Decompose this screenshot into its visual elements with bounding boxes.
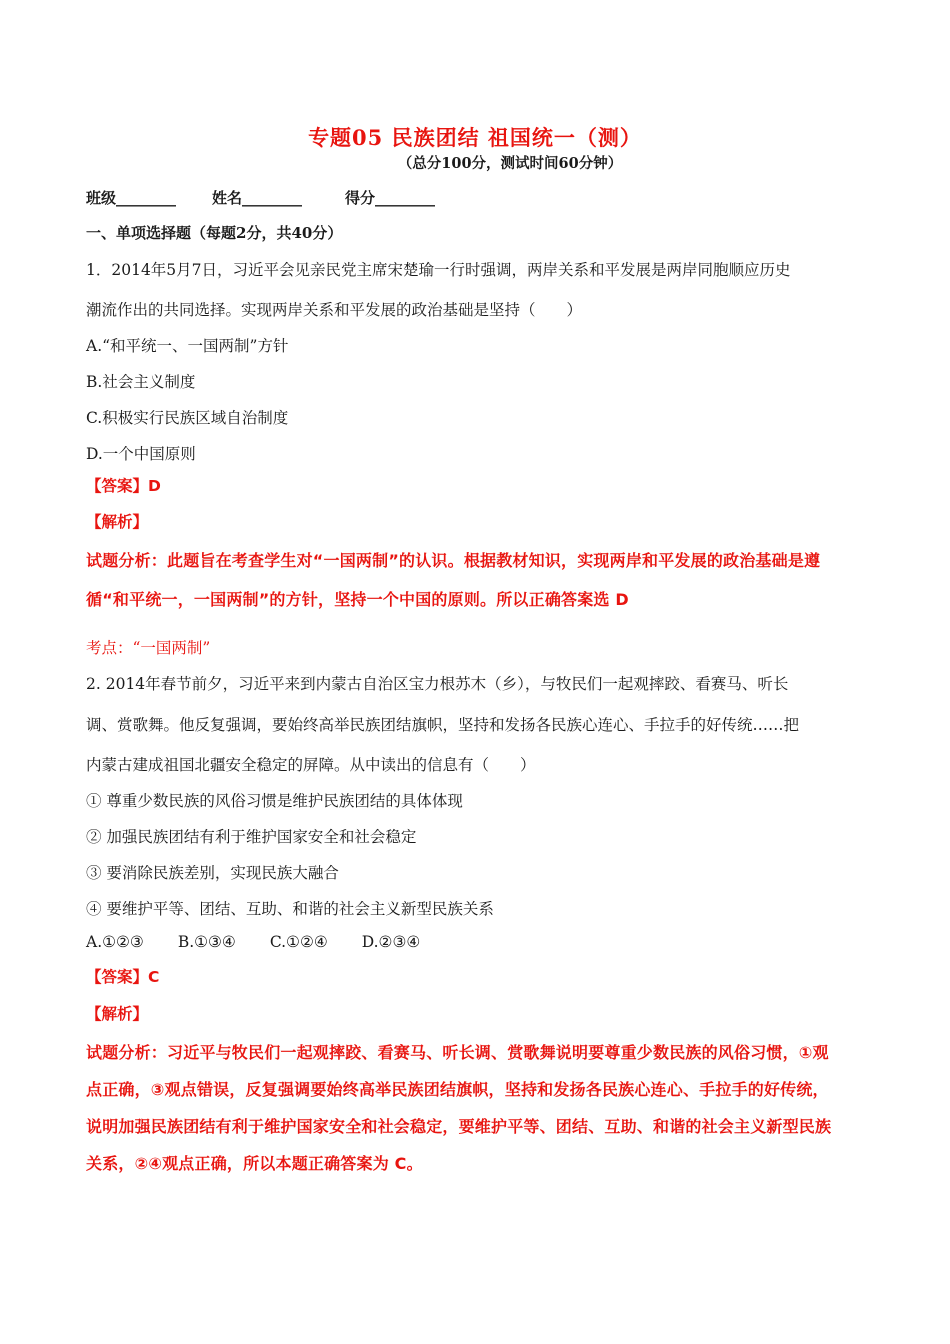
q2-item-3: ③ 要消除民族差别，实现民族大融合 bbox=[86, 864, 339, 882]
q1-analysis-line2: 循“和平统一，一国两制”的方针，坚持一个中国的原则。所以正确答案选 D bbox=[86, 590, 629, 609]
q2-answer: 【答案】C bbox=[86, 968, 160, 986]
q2-stem-line1: 2. 2014年春节前夕，习近平来到内蒙古自治区宝力根苏木（乡），与牧民们一起观摔跤、看赛马、听长 bbox=[86, 675, 789, 693]
score-field-label: 得分________ bbox=[345, 189, 436, 207]
section-title: 一、单项选择题（每题2分，共40分） bbox=[86, 224, 343, 242]
q1-option-a: A.“和平统一、一国两制”方针 bbox=[86, 337, 289, 355]
q2-stem-line3: 内蒙古建成祖国北疆安全稳定的屏障。从中读出的信息有（ ） bbox=[86, 756, 536, 774]
q1-option-b: B.社会主义制度 bbox=[86, 373, 196, 391]
q2-analysis-line2: 点正确，③观点错误，反复强调要始终高举民族团结旗帜，坚持和发扬各民族心连心、手拉手的好传统， bbox=[86, 1080, 829, 1099]
q2-choice-b: B.①③④ bbox=[177, 933, 236, 951]
q2-item-2: ② 加强民族团结有利于维护国家安全和社会稳定 bbox=[86, 828, 417, 846]
q1-option-d: D.一个中国原则 bbox=[86, 445, 196, 463]
q1-stem-line1: 1．2014年5月7日，习近平会见亲民党主席宋楚瑜一行时强调，两岸关系和平发展是两岸同胞顺应历史 bbox=[86, 261, 791, 279]
q2-stem-line2: 调、赏歌舞。他反复强调，要始终高举民族团结旗帜，坚持和发扬各民族心连心、手拉手的好传统……把 bbox=[86, 716, 800, 734]
q1-kaodian: 考点：“一国两制” bbox=[86, 639, 211, 657]
q2-analysis-label: 【解析】 bbox=[86, 1005, 149, 1023]
q1-stem-line2: 潮流作出的共同选择。实现两岸关系和平发展的政治基础是坚持（ ） bbox=[86, 301, 583, 319]
q2-analysis-line1: 试题分析：习近平与牧民们一起观摔跤、看赛马、听长调、赏歌舞说明要尊重少数民族的风俗习惯，①观 bbox=[86, 1043, 829, 1062]
page-subtitle: （总分100分，测试时间60分钟） bbox=[397, 155, 623, 172]
class-field-label: 班级________ bbox=[86, 189, 177, 207]
page-title: 专题05 民族团结 祖国统一（测） bbox=[308, 125, 642, 150]
q2-item-1: ① 尊重少数民族的风俗习惯是维护民族团结的具体体现 bbox=[86, 792, 463, 810]
q2-choices bbox=[86, 933, 454, 951]
q2-choice-d: D.②③④ bbox=[361, 933, 421, 951]
name-field-label: 姓名________ bbox=[212, 189, 303, 207]
q1-option-c: C.积极实行民族区域自治制度 bbox=[86, 409, 289, 427]
q2-choice-a: A.①②③ bbox=[86, 933, 144, 951]
q1-answer: 【答案】D bbox=[86, 477, 161, 495]
q1-analysis-line1: 试题分析：此题旨在考查学生对“一国两制”的认识。根据教材知识，实现两岸和平发展的政治基础是遵 bbox=[86, 551, 821, 570]
q2-item-4: ④ 要维护平等、团结、互助、和谐的社会主义新型民族关系 bbox=[86, 900, 494, 918]
q2-analysis-line4: 关系，②④观点正确，所以本题正确答案为 C。 bbox=[86, 1154, 423, 1173]
q2-analysis-line3: 说明加强民族团结有利于维护国家安全和社会稳定，要维护平等、团结、互助、和谐的社会主义新型民族 bbox=[86, 1117, 832, 1136]
q1-analysis-label: 【解析】 bbox=[86, 513, 149, 531]
q2-choice-c: C.①②④ bbox=[269, 933, 328, 951]
